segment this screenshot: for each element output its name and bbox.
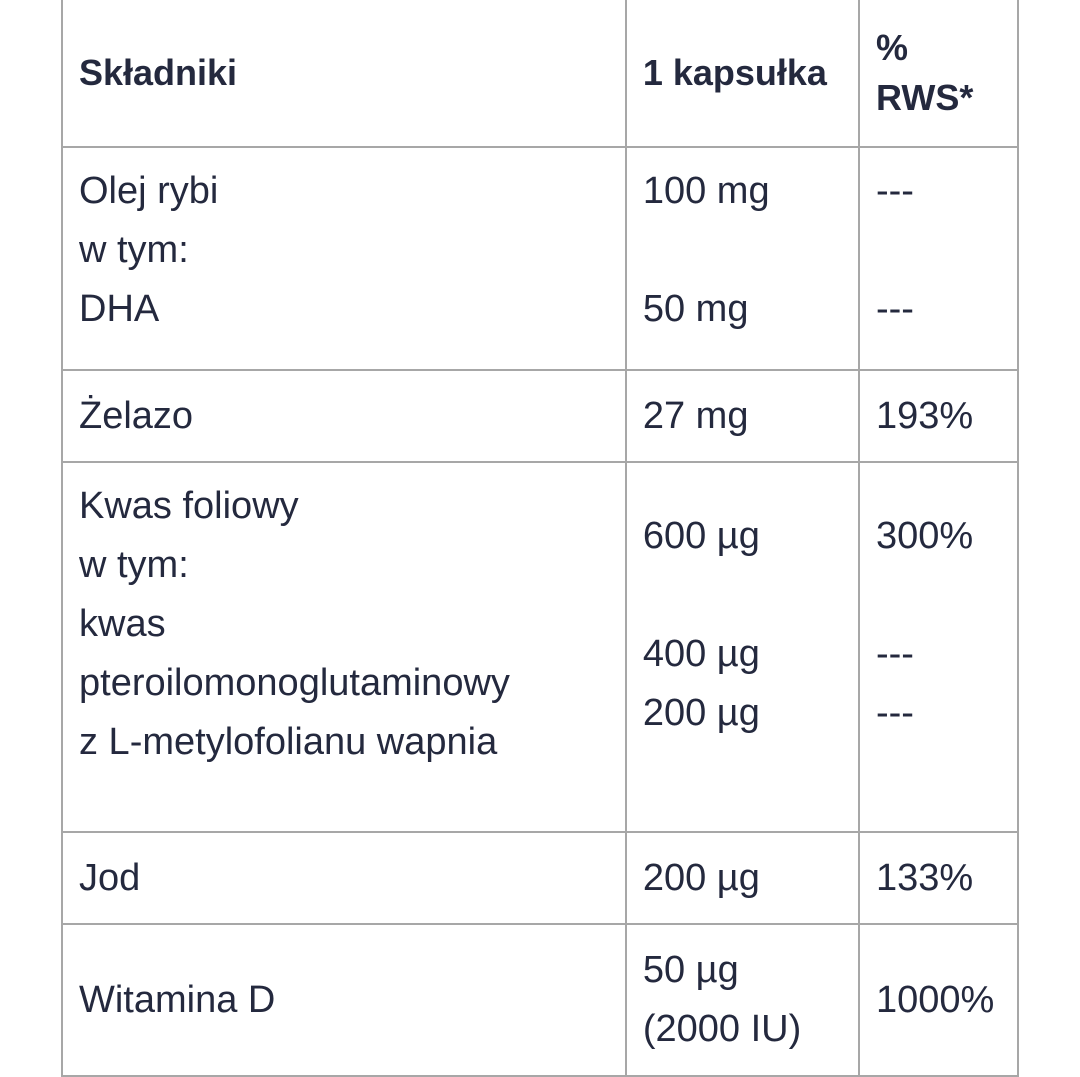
header-per-capsule: 1 kapsułka (626, 0, 859, 147)
spacer (643, 221, 858, 280)
ingredient-subname: DHA (79, 288, 160, 330)
ingredient-name: Olej rybi (79, 170, 219, 212)
supplement-facts-table (61, 0, 1019, 1077)
table-row (62, 370, 1018, 462)
spacer (876, 221, 1017, 280)
rws-value: --- (876, 288, 914, 330)
rws-value: 300% (876, 515, 974, 557)
header-rws-percent: % (876, 27, 909, 68)
rws-cell (859, 832, 1018, 924)
amount-cell (626, 370, 859, 462)
rws-value: 133% (876, 856, 974, 899)
rws-cell (859, 924, 1018, 1076)
ingredient-cell (62, 462, 626, 832)
rws-cell (859, 462, 1018, 832)
amount-value: 200 µg (642, 692, 760, 734)
amount-value: 600 µg (642, 515, 760, 557)
spacer (643, 566, 858, 625)
table-header-row (62, 0, 1018, 147)
ingredient-name: Kwas foliowy (79, 485, 299, 527)
table-row (62, 147, 1018, 370)
rws-value: --- (876, 692, 914, 734)
ingredient-cell (62, 832, 626, 924)
amount-note: (2000 IU) (642, 1008, 802, 1050)
rws-value: --- (876, 633, 914, 675)
ingredient-name: Żelazo (79, 394, 194, 437)
amount-cell (626, 832, 859, 924)
amount-cell (626, 924, 859, 1076)
amount-value: 100 mg (642, 170, 770, 212)
ingredient-subname: kwas (79, 603, 166, 645)
rws-cell (859, 370, 1018, 462)
table-row (62, 924, 1018, 1076)
rws-value: 193% (876, 394, 974, 437)
amount-cell (626, 462, 859, 832)
ingredient-subname: pteroilomonoglutaminowy (79, 662, 510, 704)
table-row (62, 832, 1018, 924)
ingredient-cell (62, 147, 626, 370)
rws-value: --- (876, 170, 914, 212)
amount-value: 400 µg (642, 633, 760, 675)
rws-value: 1000% (876, 978, 995, 1021)
ingredient-name: Witamina D (79, 978, 276, 1021)
spacer (876, 566, 1017, 625)
amount-value: 50 mg (642, 288, 749, 330)
amount-value: 27 mg (642, 394, 749, 437)
table-row (62, 462, 1018, 832)
ingredient-subname: z L-metylofolianu wapnia (79, 721, 498, 763)
ingredient-cell (62, 924, 626, 1076)
ingredient-subheading: w tym: (79, 544, 189, 586)
ingredient-name: Jod (79, 856, 141, 899)
amount-value: 200 µg (642, 856, 760, 899)
header-rws-label: RWS* (876, 77, 974, 118)
header-ingredients: Składniki (62, 0, 626, 147)
ingredient-subheading: w tym: (79, 229, 189, 271)
amount-value: 50 µg (642, 949, 739, 991)
amount-cell (626, 147, 859, 370)
ingredient-cell (62, 370, 626, 462)
rws-cell (859, 147, 1018, 370)
header-rws (859, 0, 1018, 147)
